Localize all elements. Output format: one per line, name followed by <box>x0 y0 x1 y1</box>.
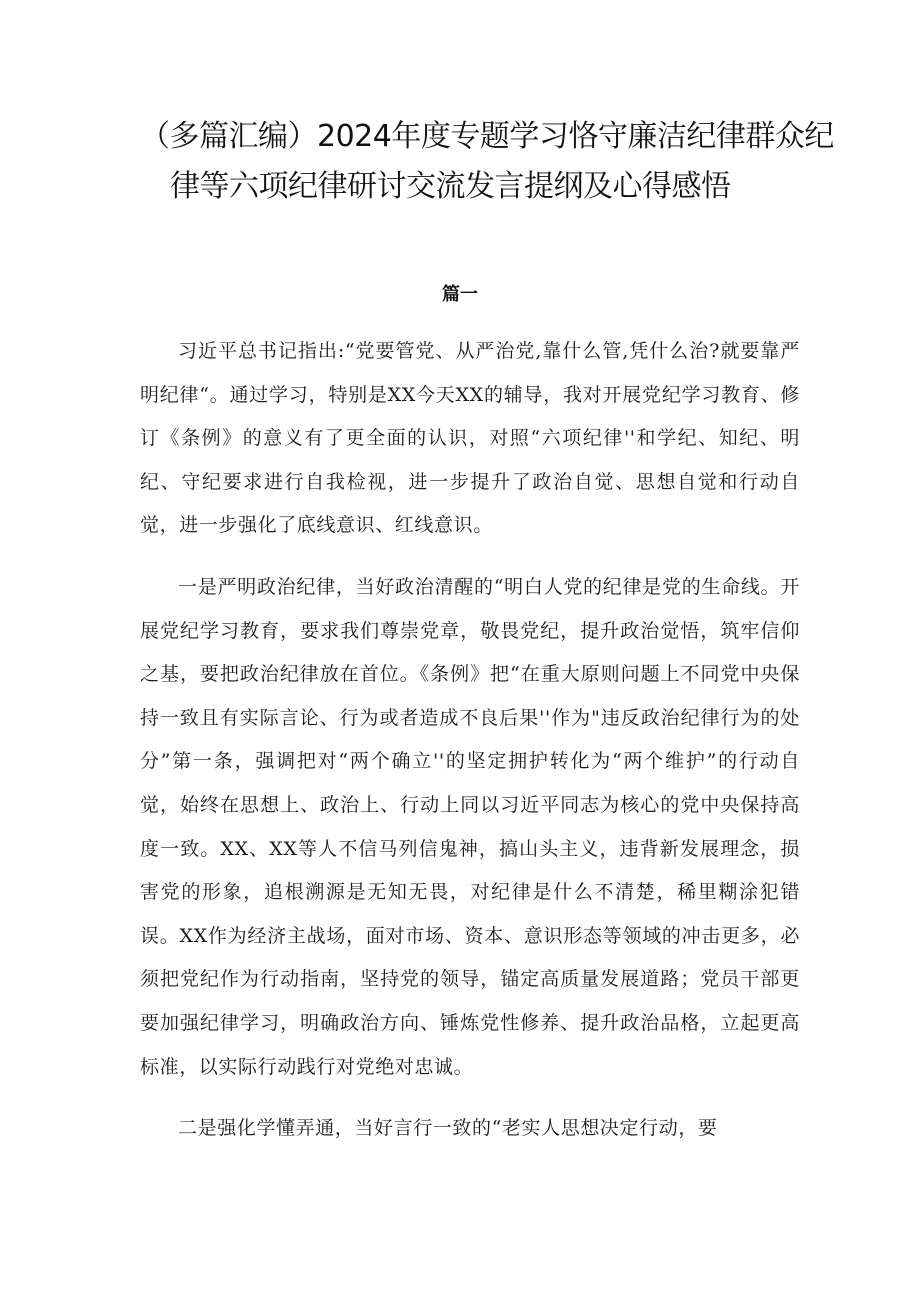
title-line-2: 律等六项纪律研讨交流发言提纲及心得感悟 <box>170 169 731 204</box>
document-title <box>140 112 834 212</box>
title-line-1: （多篇汇编）2024年度专题学习恪守廉洁纪律群众纪 <box>140 119 834 154</box>
document-body <box>140 330 800 1169</box>
paragraph-intro: 习近平总书记指出:“党要管党、从严治党,靠什么管,凭什么治?就要靠严明纪律“。通过学习，特别是XX今天XX的辅导，我对开展党纪学习教育、修订《条例》的意义有了更全面的认识，对照“六项纪律''和学纪、知纪、明纪、守纪要求进行自我检视，进一步提升了政治自觉、思想自觉和行动自觉，进一步强化了底线意识、红线意识。 <box>140 340 800 537</box>
section-heading: 篇一 <box>442 284 478 305</box>
paragraph-political-discipline: 一是严明政治纪律，当好政治清醒的“明白人党的纪律是党的生命线。开展党纪学习教育，要求我们尊崇党章，敬畏党纪，提升政治觉悟，筑牢信仰之基，要把政治纪律放在首位。《条例》把“在重大原则问题上不同党中央保持一致且有实际言论、行为或者造成不良后果''作为"违反政治纪律行为的处分”第一条，强调把对“两个确立''的坚定拥护转化为“两个维护”的行动自觉，始终在思想上、政治上、行动上同以习近平同志为核心的党中央保持高度一致。XX、XX等人不信马列信鬼神，搞山头主义，违背新发展理念，损害党的形象，追根溯源是无知无畏，对纪律是什么不清楚，稀里糊涂犯错误。XX作为经济主战场，面对市场、资本、意识形态等领域的冲击更多，必须把党纪作为行动指南，坚持党的领导，锚定高质量发展道路；党员干部更要加强纪律学习，明确政治方向、锤炼党性修养、提升政治品格，立起更高标准，以实际行动践行对党绝对忠诚。 <box>140 575 800 1078</box>
paragraph-study: 二是强化学懂弄通，当好言行一致的“老实人思想决定行动，要 <box>178 1117 718 1140</box>
